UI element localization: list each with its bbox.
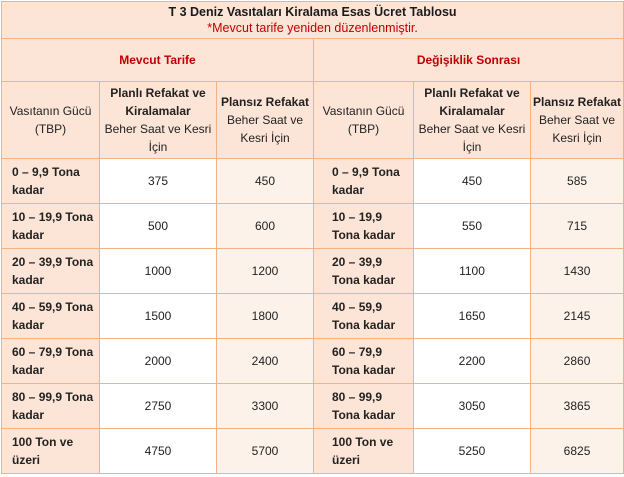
changed-unplanned-value: 2860 <box>531 339 624 384</box>
changed-unplanned-value: 6825 <box>531 429 624 474</box>
current-unplanned-value: 5700 <box>217 429 314 474</box>
header-planned-sub: Beher Saat ve Kesri İçin <box>104 122 212 154</box>
header-unplanned-changed <box>531 82 624 159</box>
current-unplanned-value: 1800 <box>217 294 314 339</box>
power-range-current: 60 – 79,9 Tona kadar <box>2 339 100 384</box>
group-header-row <box>2 39 624 82</box>
power-range-changed: 20 – 39,9 Tona kadar <box>314 249 414 294</box>
current-unplanned-value: 3300 <box>217 384 314 429</box>
changed-planned-value: 3050 <box>414 384 531 429</box>
current-planned-value: 2750 <box>100 384 217 429</box>
header-planned-title: Planlı Refakat ve Kiralamalar <box>110 86 206 118</box>
current-planned-value: 375 <box>100 159 217 204</box>
table-row <box>2 339 624 384</box>
header-power-unit: (TBP) <box>34 122 67 136</box>
changed-planned-value: 5250 <box>414 429 531 474</box>
tariff-rows <box>2 159 624 474</box>
header-planned-sub: Beher Saat ve Kesri İçin <box>418 122 526 154</box>
changed-unplanned-value: 2145 <box>531 294 624 339</box>
title-row <box>2 2 624 39</box>
header-power-label: Vasıtanın Gücü <box>322 104 405 118</box>
changed-planned-value: 2200 <box>414 339 531 384</box>
changed-planned-value: 1100 <box>414 249 531 294</box>
tariff-document <box>1 1 623 475</box>
table-subtitle: *Mevcut tarife yeniden düzenlenmiştir. <box>207 21 418 35</box>
header-planned-current <box>100 82 217 159</box>
header-unplanned-sub: Beher Saat ve Kesri İçin <box>539 113 616 145</box>
header-unplanned-current <box>217 82 314 159</box>
group-after-change: Değişiklik Sonrası <box>314 39 624 82</box>
changed-unplanned-value: 585 <box>531 159 624 204</box>
current-unplanned-value: 450 <box>217 159 314 204</box>
power-range-current: 40 – 59,9 Tona kadar <box>2 294 100 339</box>
power-range-current: 20 – 39,9 Tona kadar <box>2 249 100 294</box>
power-range-changed: 0 – 9,9 Tona kadar <box>314 159 414 204</box>
power-range-changed: 100 Ton ve üzeri <box>314 429 414 474</box>
power-range-changed: 80 – 99,9 Tona kadar <box>314 384 414 429</box>
changed-unplanned-value: 1430 <box>531 249 624 294</box>
table-row <box>2 429 624 474</box>
changed-unplanned-value: 715 <box>531 204 624 249</box>
current-unplanned-value: 600 <box>217 204 314 249</box>
header-unplanned-title: Plansız Refakat <box>533 95 622 109</box>
title-cell <box>2 2 624 39</box>
table-row <box>2 294 624 339</box>
current-planned-value: 1500 <box>100 294 217 339</box>
current-unplanned-value: 1200 <box>217 249 314 294</box>
column-header-row <box>2 82 624 159</box>
changed-planned-value: 1650 <box>414 294 531 339</box>
header-power-current <box>2 82 100 159</box>
power-range-changed: 40 – 59,9 Tona kadar <box>314 294 414 339</box>
header-power-unit: (TBP) <box>347 122 380 136</box>
current-unplanned-value: 2400 <box>217 339 314 384</box>
table-row <box>2 249 624 294</box>
group-current-tariff: Mevcut Tarife <box>2 39 314 82</box>
power-range-current: 80 – 99,9 Tona kadar <box>2 384 100 429</box>
current-planned-value: 2000 <box>100 339 217 384</box>
header-planned-title: Planlı Refakat ve Kiralamalar <box>424 86 520 118</box>
header-power-label: Vasıtanın Gücü <box>9 104 92 118</box>
changed-planned-value: 550 <box>414 204 531 249</box>
header-unplanned-title: Plansız Refakat <box>220 95 310 109</box>
tariff-table <box>1 1 624 474</box>
current-planned-value: 500 <box>100 204 217 249</box>
table-title: T 3 Deniz Vasıtaları Kiralama Esas Ücret Tablosu <box>168 5 457 19</box>
header-planned-changed <box>414 82 531 159</box>
power-range-current: 0 – 9,9 Tona kadar <box>2 159 100 204</box>
header-power-changed <box>314 82 414 159</box>
table-row <box>2 384 624 429</box>
table-row <box>2 159 624 204</box>
changed-planned-value: 450 <box>414 159 531 204</box>
header-unplanned-sub: Beher Saat ve Kesri İçin <box>226 113 304 145</box>
changed-unplanned-value: 3865 <box>531 384 624 429</box>
power-range-current: 10 – 19,9 Tona kadar <box>2 204 100 249</box>
table-row <box>2 204 624 249</box>
power-range-changed: 60 – 79,9 Tona kadar <box>314 339 414 384</box>
power-range-changed: 10 – 19,9 Tona kadar <box>314 204 414 249</box>
power-range-current: 100 Ton ve üzeri <box>2 429 100 474</box>
current-planned-value: 1000 <box>100 249 217 294</box>
current-planned-value: 4750 <box>100 429 217 474</box>
